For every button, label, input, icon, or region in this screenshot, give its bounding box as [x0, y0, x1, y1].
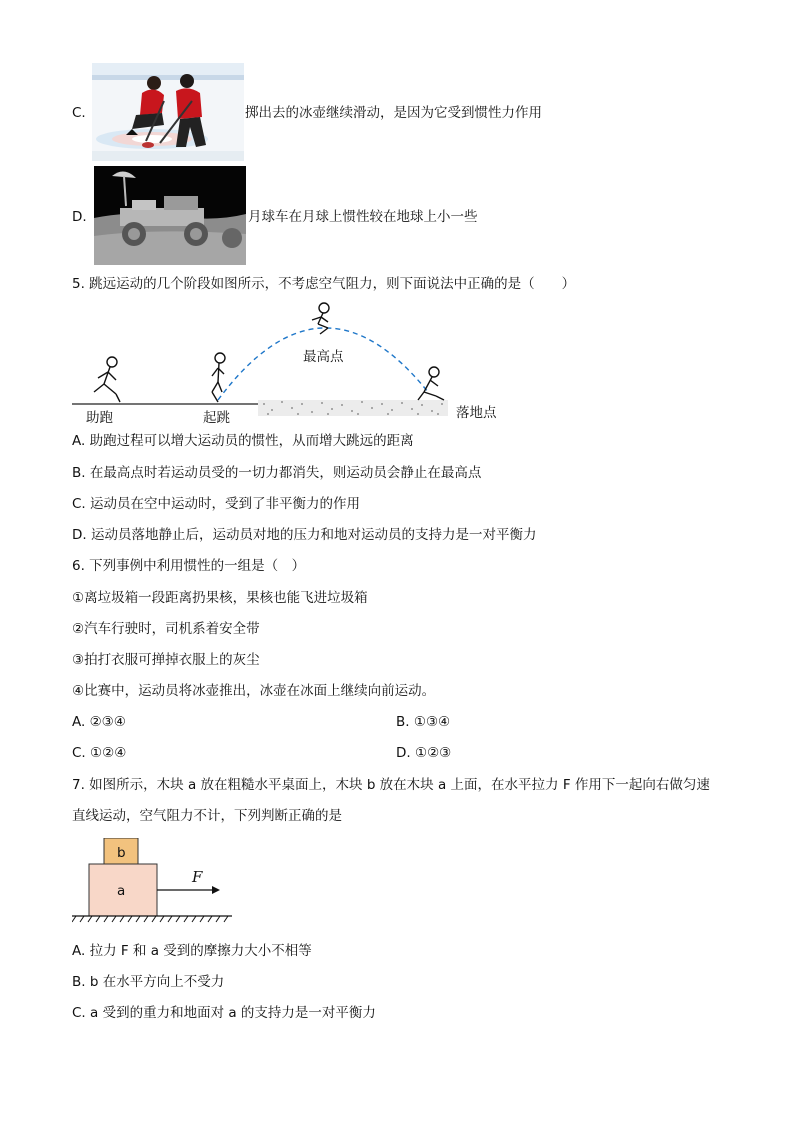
q6-option-b: B. ①③④	[396, 714, 451, 730]
q7-stem-line2: 直线运动，空气阻力不计，下列判断正确的是	[72, 808, 342, 824]
option-d-label: D.	[72, 209, 87, 225]
q6-item-4: ④比赛中，运动员将冰壶推出，冰壶在冰面上继续向前运动。	[72, 683, 436, 699]
option-d-text: 月球车在月球上惯性较在地球上小一些	[248, 209, 478, 225]
q5-option-d: D. 运动员落地静止后，运动员对地的压力和地对运动员的支持力是一对平衡力	[72, 527, 537, 543]
q6-option-a: A. ②③④	[72, 714, 126, 730]
option-c-text: 掷出去的冰壶继续滑动，是因为它受到惯性力作用	[245, 105, 542, 121]
q6-item-2: ②汽车行驶时，司机系着安全带	[72, 621, 260, 637]
q7-option-a: A. 拉力 F 和 a 受到的摩擦力大小不相等	[72, 943, 312, 959]
q7-option-c: C. a 受到的重力和地面对 a 的支持力是一对平衡力	[72, 1005, 376, 1021]
long-jump-figure	[72, 300, 512, 425]
q6-item-3: ③拍打衣服可掸掉衣服上的灰尘	[72, 652, 260, 668]
label-force-f: F	[192, 868, 203, 886]
label-block-b: b	[117, 845, 126, 861]
q6-option-d: D. ①②③	[396, 745, 452, 761]
q5-option-b: B. 在最高点时若运动员受的一切力都消失，则运动员会静止在最高点	[72, 465, 482, 481]
q5-option-a: A. 助跑过程可以增大运动员的惯性，从而增大跳远的距离	[72, 433, 414, 449]
q7-stem-line1: 7. 如图所示，木块 a 放在粗糙水平桌面上，木块 b 放在木块 a 上面，在水平拉力 F 作用下一起向右做匀速	[72, 777, 710, 793]
lunar-rover-photo	[94, 166, 246, 265]
blocks-figure	[72, 838, 242, 928]
q6-stem: 6. 下列事例中利用惯性的一组是（ ）	[72, 558, 306, 574]
option-c-label: C.	[72, 105, 86, 121]
label-run-up: 助跑	[86, 410, 113, 426]
curling-photo	[92, 63, 244, 161]
q5-option-c: C. 运动员在空中运动时，受到了非平衡力的作用	[72, 496, 361, 512]
q6-option-c: C. ①②④	[72, 745, 127, 761]
label-landing-point: 落地点	[456, 405, 497, 421]
q5-stem: 5. 跳远运动的几个阶段如图所示，不考虑空气阻力，则下面说法中正确的是（ ）	[72, 276, 576, 292]
label-block-a: a	[117, 883, 126, 899]
q7-option-b: B. b 在水平方向上不受力	[72, 974, 225, 990]
q6-item-1: ①离垃圾箱一段距离扔果核，果核也能飞进垃圾箱	[72, 590, 368, 606]
label-highest-point: 最高点	[303, 349, 344, 365]
label-takeoff: 起跳	[203, 410, 230, 426]
